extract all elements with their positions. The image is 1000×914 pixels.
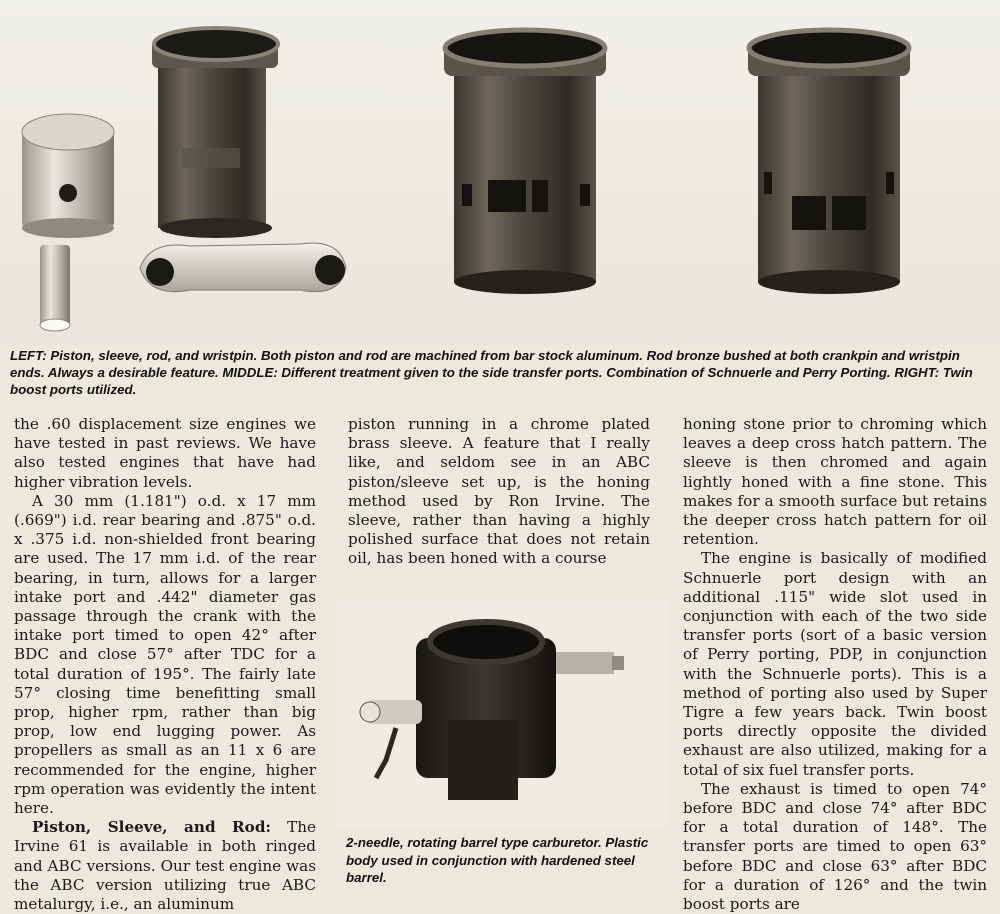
- wristpin-image: [40, 245, 70, 331]
- left-sleeve-image: [152, 28, 278, 238]
- text-column-2: [348, 415, 650, 569]
- col3-paragraph-3: The exhaust is timed to open 74° before BDC and close 74° after BDC for a total duration of 148°. The transfer ports are timed to open 63° before BDC and close 63° after BDC for a duration of 126° and the twin boost ports are: [683, 779, 987, 914]
- top-photo-caption: LEFT: Piston, sleeve, rod, and wristpin. Both piston and rod are machined from bar stock aluminum. Rod bronze bushed at both crankpin and wristpin ends. Always a desirable feature. MIDDLE: Different treatment given to the side transfer ports. Combination of Schnuerle and Perry Porting. RIGHT: Twin boost ports utilized.: [10, 348, 973, 397]
- carburetor-caption: 2-needle, rotating barrel type carburetor. Plastic body used in conjunction with hardened steel barrel.: [346, 835, 649, 885]
- middle-sleeve-image: [444, 30, 606, 294]
- connecting-rod-image: [140, 243, 346, 292]
- text-column-1: [14, 415, 316, 914]
- col2-paragraph-1: piston running in a chrome plated brass sleeve. A feature that I really like, and seldom see in an ABC piston/sleeve set up, is the honing method used by Ron Irvine. The sleeve, rather than having a highly polished surface that does not retain oil, has been honed with a course: [348, 415, 650, 568]
- col1-paragraph-1: the .60 displacement size engines we have tested in past reviews. We have also tested engines that have had higher vibration levels.: [14, 415, 316, 491]
- piston-image: [22, 114, 114, 238]
- carburetor-photo: [336, 600, 668, 828]
- col1-paragraph-2: A 30 mm (1.181") o.d. x 17 mm (.669") i.d. rear bearing and .875" o.d. x .375 i.d. non-shielded front bearing are used. The 17 mm i.d. of the rear bearing, in turn, allows for a larger intake port and .442" diameter gas passage through the crank with the intake port timed to open 42° after BDC and close 57° after TDC for a total duration of 195°. The fairly late 57° closing time benefitting small prop, higher rpm, rather than big prop, low end lugging power. As propellers as small as an 11 x 6 are recommended for the engine, higher rpm operation was evidently the intent here.: [14, 491, 316, 818]
- col3-paragraph-1: honing stone prior to chroming which leaves a deep cross hatch pattern. The sleeve is then chromed and again lightly honed with a fine stone. This makes for a smooth surface but retains the deeper cross hatch pattern for oil retention.: [683, 415, 987, 549]
- text-column-3: [683, 415, 987, 914]
- col3-paragraph-2: The engine is basically of modified Schnuerle port design with an additional .115" wide slot used in conjunction with each of the two side transfer ports (sort of a basic version of Perry porting, PDP, in conjunction with the Schnuerle ports). This is a method of porting also used by Super Tigre a few years back. Twin boost ports directly opposite the divided exhaust are also utilized, making for a total of six fuel transfer ports.: [683, 549, 987, 779]
- engine-parts-photo: [0, 0, 1000, 345]
- col1-paragraph-3-text: The Irvine 61 is available in both ringed and ABC versions. Our test engine was the ABC version utilizing true ABC metalurgy, i.e., an aluminum: [14, 818, 316, 914]
- col1-paragraph-3: [14, 818, 316, 914]
- section-heading: Piston, Sleeve, and Rod:: [32, 818, 272, 837]
- right-sleeve-image: [748, 30, 910, 294]
